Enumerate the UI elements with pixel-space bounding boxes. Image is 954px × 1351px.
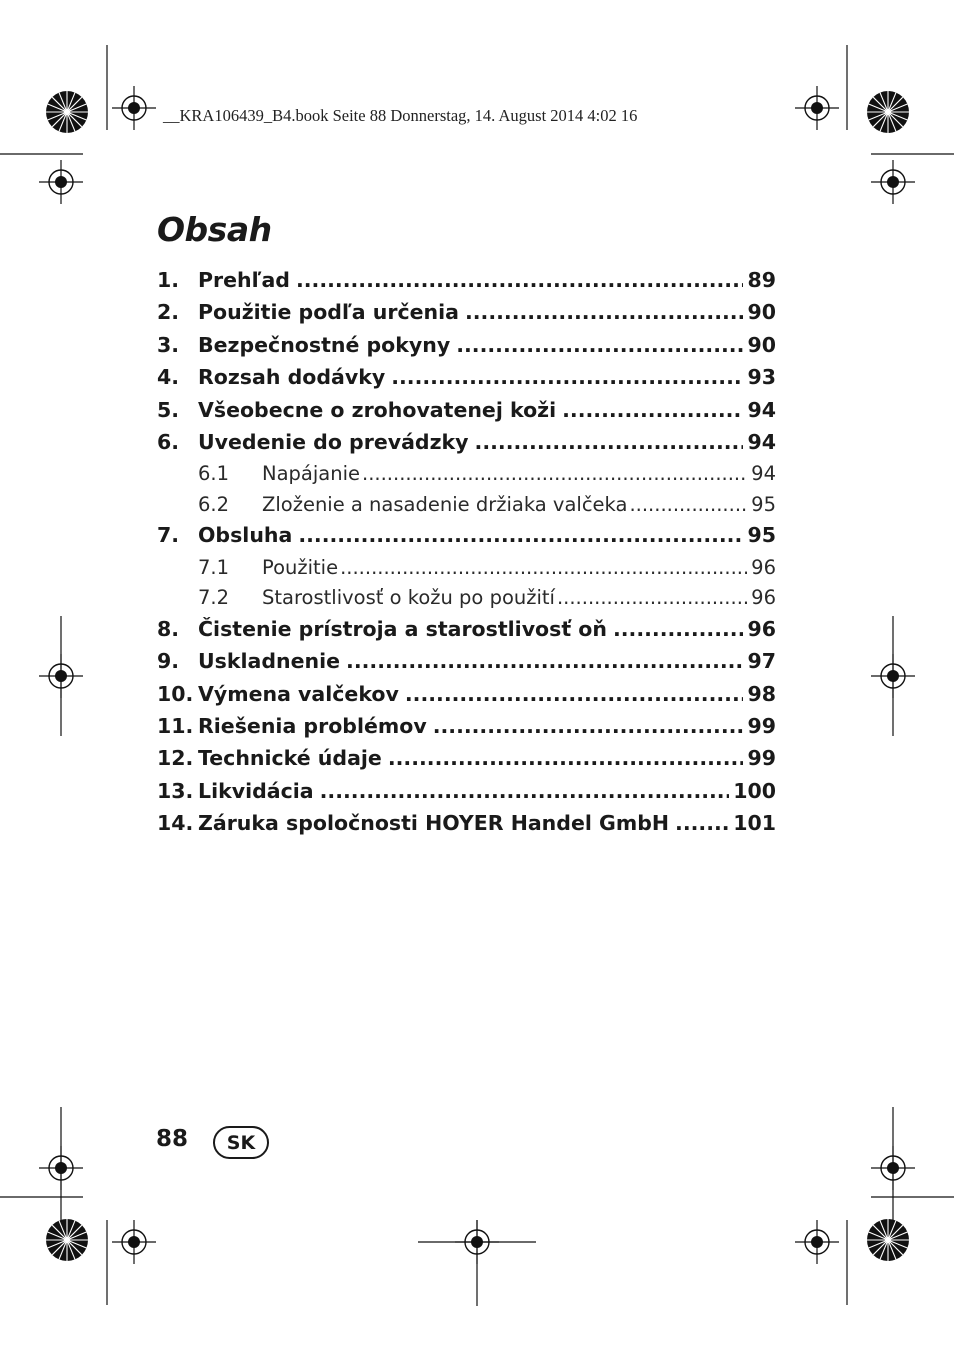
toc-leader (405, 682, 744, 706)
toc-number: 11. (157, 713, 194, 738)
registration-mark-icon (795, 86, 839, 130)
toc-label: Prehľad (198, 268, 290, 292)
print-file-info: __KRA106439_B4.book Seite 88 Donnerstag, 14. August 2014 4:02 16 (163, 106, 638, 125)
toc-entry[interactable] (157, 617, 776, 649)
toc-label: Technické údaje (198, 746, 382, 771)
toc-entry[interactable] (157, 300, 776, 332)
toc-entry[interactable] (157, 649, 776, 681)
toc-leader (340, 556, 747, 579)
toc-leader (362, 462, 747, 485)
toc-page: 95 (747, 523, 776, 548)
toc-number: 6.2 (198, 492, 230, 516)
toc-subentry[interactable] (157, 493, 776, 524)
toc-page: 96 (751, 586, 776, 610)
toc-leader (465, 300, 743, 324)
toc-leader (391, 365, 743, 389)
page-number: 88 (156, 1126, 189, 1152)
registration-mark-icon (871, 1146, 915, 1190)
toc-label: Čistenie prístroja a starostlivosť oň (198, 616, 607, 641)
toc-label: Použitie (262, 555, 339, 579)
registration-mark-icon (39, 160, 83, 204)
toc-leader (557, 586, 747, 609)
toc-page: 99 (747, 746, 776, 771)
registration-mark-icon (112, 1220, 156, 1264)
toc-page: 90 (747, 300, 776, 325)
toc-number: 5. (157, 397, 180, 422)
color-target-icon (867, 91, 909, 133)
color-target-icon (46, 91, 88, 133)
toc-label: Obsluha (198, 523, 293, 548)
toc-page: 94 (751, 462, 776, 486)
toc-leader (433, 714, 744, 738)
toc-subentry[interactable] (157, 586, 776, 617)
toc-number: 9. (157, 649, 180, 674)
toc-number: 1. (157, 268, 180, 292)
toc-label: Uvedenie do prevádzky (198, 429, 469, 454)
toc-entry[interactable] (157, 430, 776, 462)
toc-page: 94 (747, 397, 776, 422)
toc-entry[interactable] (157, 268, 776, 300)
toc-entry[interactable] (157, 365, 776, 397)
toc-label: Zloženie a nasadenie držiaka valčeka (262, 492, 628, 516)
toc-label: Výmena valčekov (198, 681, 399, 706)
toc-label: Všeobecne o zrohovatenej koži (198, 397, 557, 422)
toc-number: 12. (157, 746, 194, 771)
toc-page: 96 (747, 616, 776, 641)
toc-leader (346, 649, 743, 673)
toc-page: 101 (733, 811, 776, 836)
registration-mark-icon (871, 654, 915, 698)
toc-entry[interactable] (157, 746, 776, 778)
toc-leader (296, 268, 743, 292)
registration-mark-icon (795, 1220, 839, 1264)
toc-page: 93 (747, 365, 776, 390)
table-of-contents (157, 268, 776, 843)
toc-number: 7.2 (198, 586, 230, 610)
toc-leader (613, 617, 744, 641)
toc-page: 100 (733, 778, 776, 803)
registration-mark-icon (871, 160, 915, 204)
toc-page: 99 (747, 713, 776, 738)
toc-subentry[interactable] (157, 462, 776, 493)
toc-leader (629, 493, 747, 516)
page-title: Obsah (157, 210, 272, 249)
toc-entry[interactable] (157, 523, 776, 555)
toc-entry[interactable] (157, 779, 776, 811)
toc-label: Rozsah dodávky (198, 365, 386, 390)
toc-page: 94 (747, 429, 776, 454)
toc-leader (320, 779, 730, 803)
color-target-icon (867, 1219, 909, 1261)
toc-label: Riešenia problémov (198, 713, 427, 738)
toc-leader (675, 811, 729, 835)
toc-entry[interactable] (157, 811, 776, 843)
toc-label: Starostlivosť o kožu po použití (262, 586, 555, 610)
toc-number: 3. (157, 332, 180, 357)
toc-leader (388, 746, 744, 770)
toc-leader (475, 430, 744, 454)
language-badge: SK (213, 1126, 269, 1159)
toc-number: 6.1 (198, 462, 230, 486)
toc-entry[interactable] (157, 333, 776, 365)
toc-number: 13. (157, 778, 194, 803)
color-target-icon (46, 1219, 88, 1261)
toc-number: 14. (157, 811, 194, 836)
toc-label: Bezpečnostné pokyny (198, 332, 451, 357)
toc-leader (456, 333, 743, 357)
toc-label: Napájanie (262, 462, 361, 486)
toc-subentry[interactable] (157, 556, 776, 587)
toc-number: 6. (157, 429, 180, 454)
toc-label: Použitie podľa určenia (198, 300, 459, 325)
toc-number: 7. (157, 523, 180, 548)
toc-entry[interactable] (157, 398, 776, 430)
toc-entry[interactable] (157, 682, 776, 714)
toc-number: 4. (157, 365, 180, 390)
toc-page: 97 (747, 649, 776, 674)
toc-page: 98 (747, 681, 776, 706)
registration-mark-icon (39, 654, 83, 698)
toc-label: Uskladnenie (198, 649, 341, 674)
toc-page: 96 (751, 555, 776, 579)
toc-number: 8. (157, 616, 180, 641)
toc-number: 7.1 (198, 555, 230, 579)
toc-label: Záruka spoločnosti HOYER Handel GmbH (198, 811, 670, 836)
toc-label: Likvidácia (198, 778, 314, 803)
toc-page: 89 (747, 268, 776, 292)
toc-page: 95 (751, 492, 776, 516)
registration-mark-icon (112, 86, 156, 130)
toc-entry[interactable] (157, 714, 776, 746)
registration-mark-icon (39, 1146, 83, 1190)
toc-leader (562, 398, 743, 422)
toc-page: 90 (747, 332, 776, 357)
toc-number: 2. (157, 300, 180, 325)
toc-number: 10. (157, 681, 194, 706)
toc-leader (298, 523, 743, 547)
